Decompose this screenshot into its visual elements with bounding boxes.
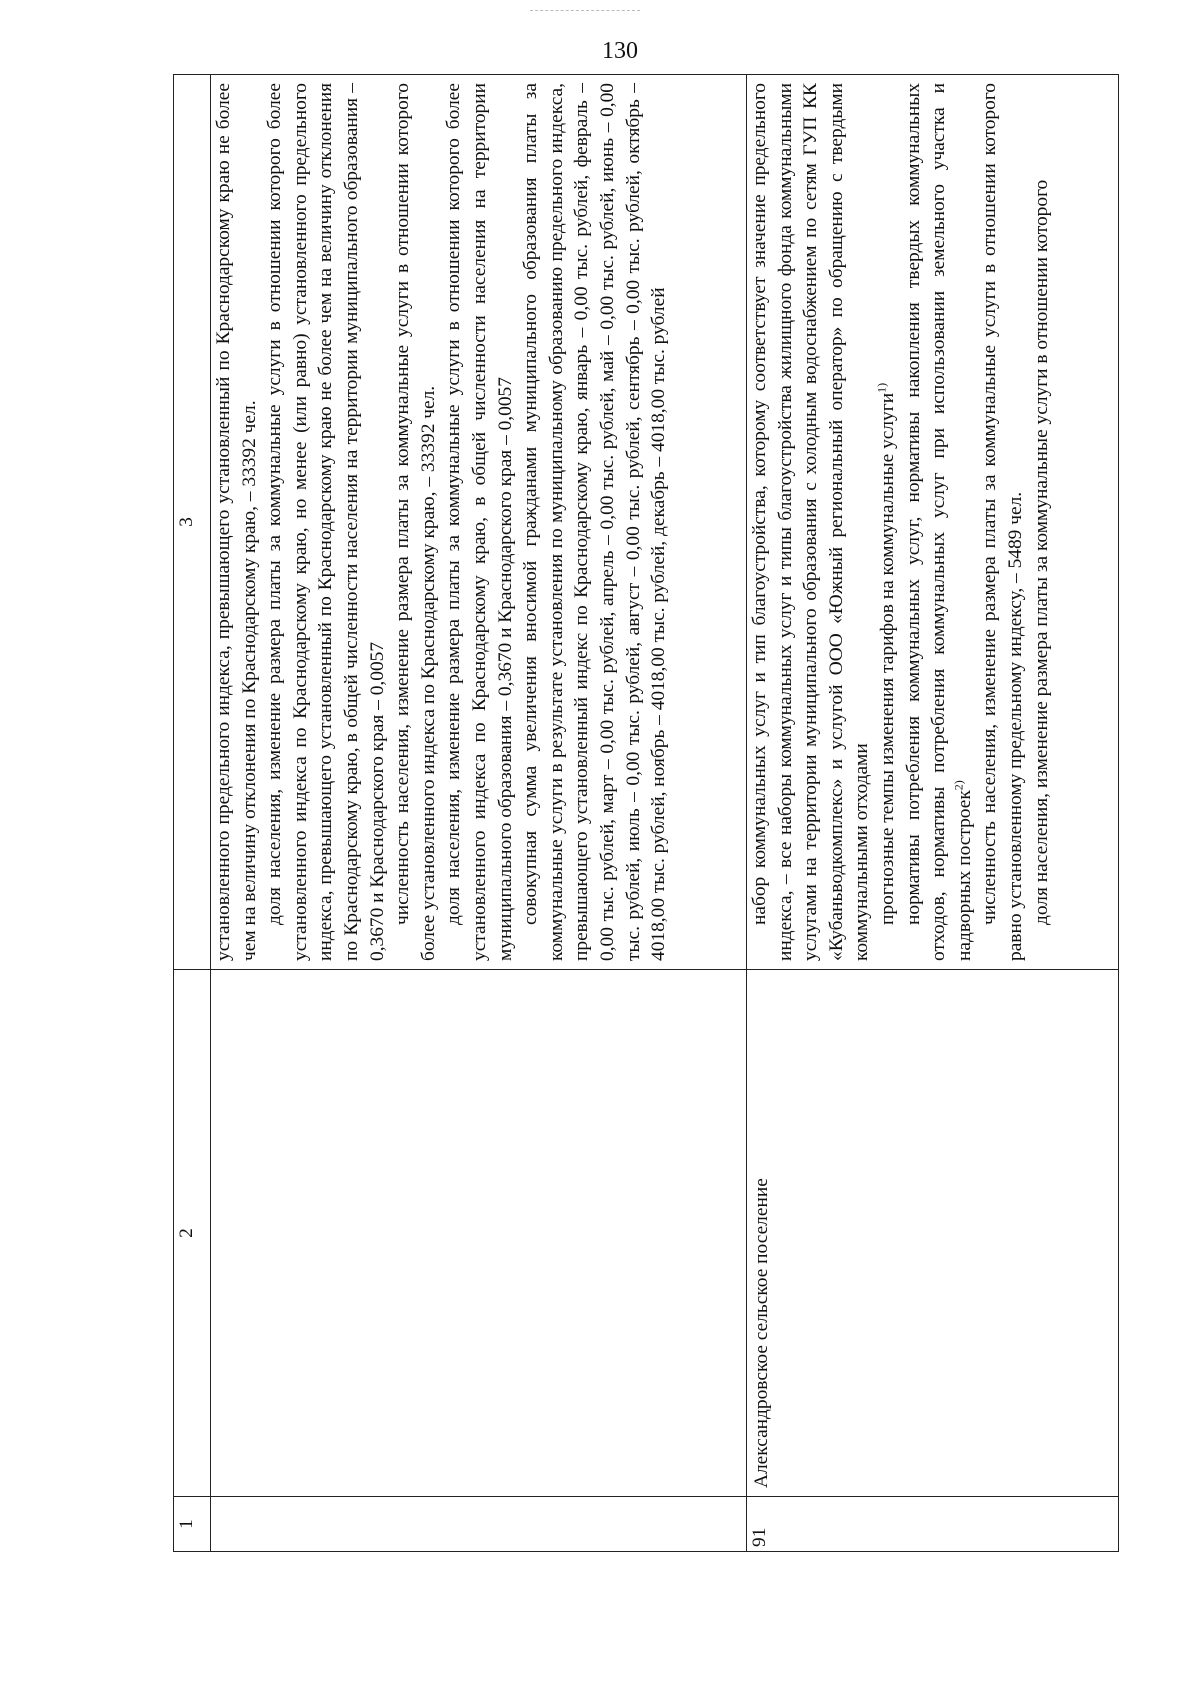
paragraph bbox=[875, 83, 901, 961]
page-number: 130 bbox=[602, 38, 638, 64]
tariff-table bbox=[173, 74, 1119, 1552]
cell-col-3 bbox=[211, 75, 747, 970]
rotated-table-area bbox=[173, 83, 1119, 1552]
paragraph: совокупная сумма увеличения вносимой гражданами муниципального образования платы за коммунальные услуги в результате установления по муниципальному образованию предельного индекса, превышающего установленный индекс по Краснодарскому краю, январь – 0,00 тыс. рублей, февраль – 0,00 тыс. рублей, март – 0,00 тыс. рублей, апрель – 0,00 тыс. рублей, май – 0,00 тыс. рублей, июнь – 0,00 тыс. рублей, июль – 0,00 тыс. рублей, август – 0,00 тыс. рублей, сентябрь – 0,00 тыс. рублей, октябрь – 4018,00 тыс. рублей, ноябрь – 4018,00 тыс. рублей, декабрь – 4018,00 тыс. рублей bbox=[520, 83, 670, 961]
header-col-3: 3 bbox=[174, 75, 211, 970]
paragraph bbox=[901, 83, 978, 961]
scan-mark bbox=[530, 10, 640, 12]
footnote-marker: 1) bbox=[874, 382, 889, 393]
paragraph: доля населения, изменение размера платы за коммунальные услуги в отношении которого более установленного индекса по Краснодарскому краю, но менее (или равно) установленного предельного индекса, превышающего установленный по Краснодарскому краю не более чем на величину отклонения по Краснодарскому краю, в общей численности населения на территории муниципального образования – 0,3670 и Краснодарского края – 0,0057 bbox=[264, 83, 388, 961]
municipality-name: Александровское сельское поселение bbox=[747, 970, 1119, 1497]
cell-col-2 bbox=[211, 970, 747, 1497]
paragraph: доля населения, изменение размера платы за коммунальные услуги в отношении которого более установленного индекса по Краснодарскому краю, в общей численности населения на территории муниципального образования – 0,3670 и Краснодарского края – 0,0057 bbox=[443, 83, 516, 961]
header-col-1: 1 bbox=[174, 1497, 211, 1552]
paragraph-text: нормативы потребления коммунальных услуг, нормативы накопления твердых коммунальных отходов, нормативы потребления коммунальных услуг при использовании земельного участка и надворных построек bbox=[902, 83, 975, 961]
paragraph: установленного предельного индекса, превышающего установленный по Краснодарскому краю не более чем на величину отклонения по Краснодарскому краю, – 33392 чел. bbox=[213, 83, 260, 961]
cell-col-1 bbox=[211, 1497, 747, 1552]
paragraph: доля населения, изменение размера платы за коммунальные услуги в отношении которого bbox=[1030, 179, 1052, 925]
row-number: 91 bbox=[747, 1497, 1119, 1552]
footnote-marker: 2) bbox=[951, 780, 966, 791]
table-header-row bbox=[174, 75, 211, 1552]
rotated-table-frame bbox=[173, 83, 1119, 1552]
table-row-continuation bbox=[211, 75, 747, 1552]
paragraph: численность населения, изменение размера платы за коммунальные услуги в отношении которого равно установленному предельному индексу, – 5489 чел. bbox=[979, 83, 1026, 961]
paragraph-text: прогнозные темпы изменения тарифов на коммунальные услуги bbox=[876, 392, 898, 925]
paragraph: численность населения, изменение размера платы за коммунальные услуги в отношении которого более установленного индекса по Краснодарскому краю, – 33392 чел. bbox=[392, 83, 439, 961]
cell-col-3 bbox=[747, 75, 1119, 970]
paragraph: набор коммунальных услуг и тип благоустройства, которому соответствует значение предельного индекса, – все наборы коммунальных услуг и типы благоустройства жилищного фонда коммунальными услугами на территории муниципального образования с холодным водоснабжением по сетям ГУП КК «Кубаньводкомплекс» и услугой ООО «Южный региональный оператор» по обращению с твердыми коммунальными отходами bbox=[749, 83, 873, 961]
header-col-2: 2 bbox=[174, 970, 211, 1497]
table-row-91 bbox=[747, 75, 1119, 1552]
